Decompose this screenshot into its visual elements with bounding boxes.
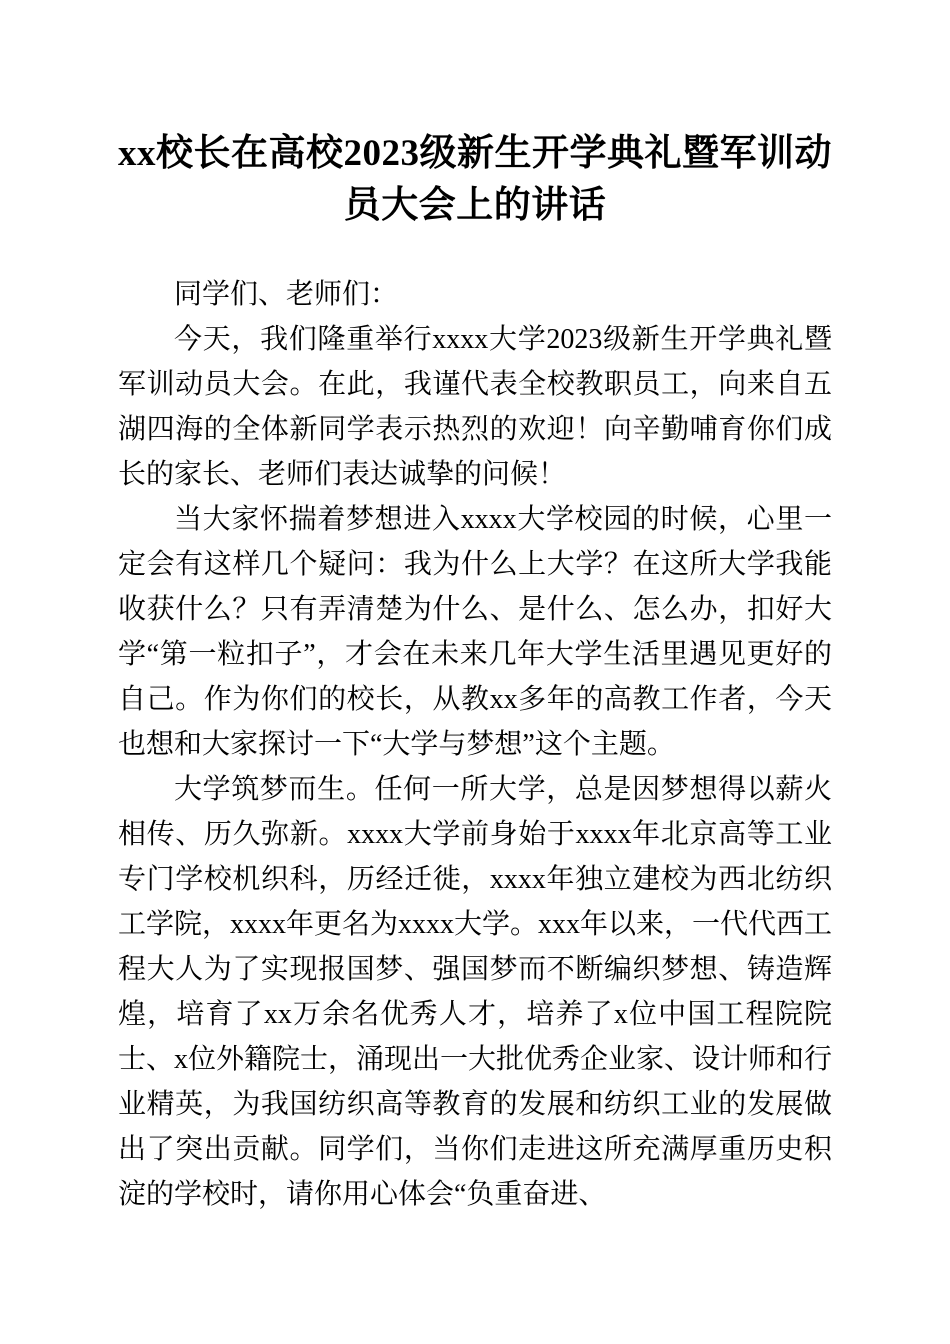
- paragraph: 当大家怀揣着梦想进入xxxx大学校园的时候，心里一定会有这样几个疑问：我为什么上大学？在这所大学我能收获什么？只有弄清楚为什么、是什么、怎么办，扣好大学“第一粒扣子”，才会在未来几年大学生活里遇见更好的自己。作为你们的校长，从教xx多年的高教工作者，今天也想和大家探讨一下“大学与梦想”这个主题。: [118, 504, 832, 760]
- paragraph-salutation: 同学们、老师们：: [174, 279, 399, 310]
- paragraph: 今天，我们隆重举行xxxx大学2023级新生开学典礼暨军训动员大会。在此，我谨代表全校教职员工，向来自五湖四海的全体新同学表示热烈的欢迎！向辛勤哺育你们成长的家长、老师们表达诚挚的问候！: [118, 324, 832, 490]
- document-title: xx校长在高校2023级新生开学典礼暨军训动员大会上的讲话: [118, 133, 832, 226]
- paragraph: 大学筑梦而生。任何一所大学，总是因梦想得以薪火相传、历久弥新。xxxx大学前身始于xxxx年北京高等工业专门学校机织科，历经迁徙，xxxx年独立建校为西北纺织工学院，xxxx年更名为xxxx大学。xxx年以来，一代代西工程大人为了实现报国梦、强国梦而不断编织梦想、铸造辉煌，培育了xx万余名优秀人才，培养了x位中国工程院院士、x位外籍院士，涌现出一大批优秀企业家、设计师和行业精英，为我国纺织高等教育的发展和纺织工业的发展做出了突出贡献。同学们，当你们走进这所充满厚重历史积淀的学校时，请你用心体会“负重奋进、: [118, 774, 833, 1210]
- document-body: [118, 272, 832, 1217]
